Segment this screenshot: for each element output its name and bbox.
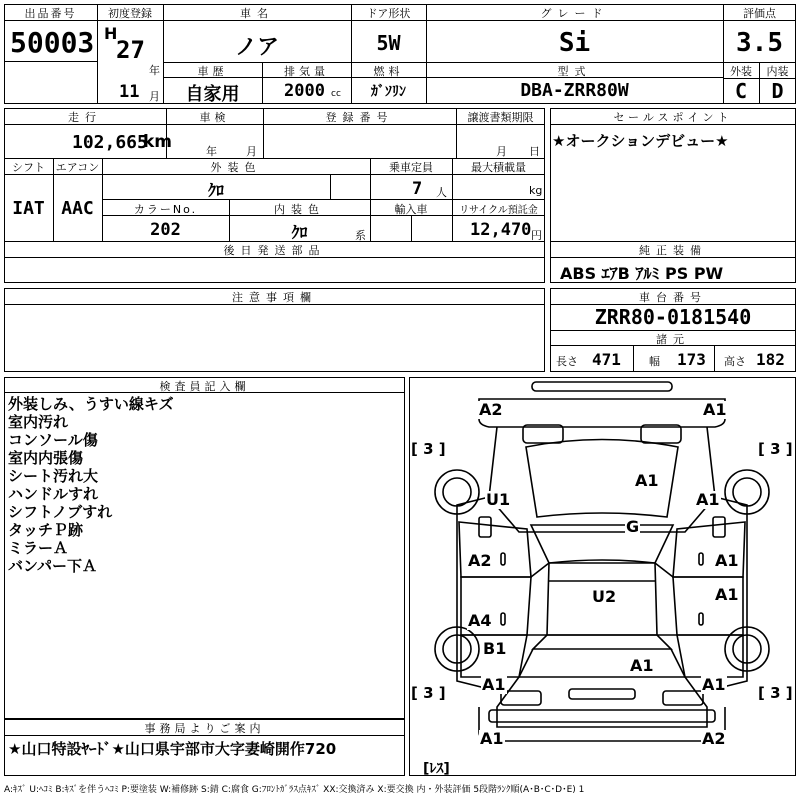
inspector-note: ミラーＡ [8, 539, 69, 557]
displacement-label: 排気量 [284, 65, 329, 78]
door-type: 5W [376, 31, 401, 55]
inspector-note: コンソール傷 [8, 431, 98, 449]
ext-color: ｸﾛ [207, 181, 224, 200]
int-color-label: 内装色 [274, 203, 325, 216]
later-parts-label: 後日発送部品 [223, 244, 326, 257]
mark-front-right: A1 [703, 400, 727, 419]
transfer-day-unit: 日 [529, 145, 540, 158]
ext-grade-label: 外装 [730, 65, 752, 78]
int-color-unit: 系 [355, 229, 366, 242]
color-no-label: カラーNo. [133, 203, 198, 216]
office-label: 事務局よりご案内 [144, 722, 265, 735]
insp-year-unit: 年 [206, 145, 217, 158]
height-value: 182 [756, 350, 785, 369]
height-label: 高さ [724, 355, 746, 368]
ext-color-label: 外装色 [210, 161, 262, 174]
inspector-note: シート汚れ大 [8, 467, 99, 485]
mark-bumper-right: A2 [702, 729, 726, 748]
reg-month: 11 [119, 82, 140, 102]
legend: A:ｷｽﾞ U:ﾍｺﾐ B:ｷｽﾞを伴うﾍｺﾐ P:要塗装 W:補修跡 S:錆 C:腐食 G:ﾌﾛﾝﾄｶﾞﾗｽ点ｷｽﾞ XX:交換済み X:要交換 内・外装評価 5段階ﾗﾝｸ順(A･B･C･D･E) 1 [4, 785, 585, 795]
grade: Si [558, 28, 591, 58]
mark-front-fender-right: A1 [696, 490, 720, 509]
score: 3.5 [736, 28, 783, 58]
mark-hood: A1 [635, 471, 659, 490]
chassis-number: ZRR80-0181540 [594, 305, 752, 329]
shift: IAT [12, 198, 45, 219]
model-label: 型式 [557, 65, 592, 78]
displacement: 2000 [284, 81, 325, 101]
capacity-unit: 人 [436, 186, 447, 199]
tire-rear-left: [ 3 ] [411, 684, 446, 702]
inspector-note: タッチＰ跡 [8, 521, 84, 539]
reg-year: 27 [116, 36, 145, 64]
car-name: ノア [234, 35, 279, 60]
inspector-notes [8, 395, 174, 575]
mark-roof: U2 [592, 587, 617, 606]
equipment-text: ABS ｴｱB ｱﾙﾐ PS PW [560, 264, 724, 283]
inspection-label: 車検 [199, 111, 230, 124]
capacity: 7 [412, 179, 423, 199]
month-unit: 月 [149, 90, 160, 103]
load-unit: kg [529, 184, 543, 197]
model: DBA-ZRR80W [520, 80, 629, 101]
mark-door-left-rear: A4 [468, 611, 492, 630]
length-value: 471 [592, 350, 621, 369]
inspector-note: 室内内張傷 [8, 449, 84, 467]
grade-label: グレード [540, 7, 609, 20]
history: 自家用 [185, 84, 240, 105]
int-grade-label: 内装 [766, 65, 789, 78]
tire-rear-right: [ 3 ] [758, 684, 793, 702]
inspector-label: 検査員記入欄 [159, 380, 250, 393]
mark-windshield: G [626, 517, 640, 536]
shift-label: シフト [12, 161, 45, 174]
caution-label: 注意事項欄 [232, 291, 317, 304]
recycle-unit: 円 [531, 229, 542, 242]
import-label: 輸入車 [394, 203, 428, 216]
recycle-label: リサイクル預託金 [459, 205, 538, 216]
mark-door-right-rear: A1 [715, 585, 739, 604]
equipment-label: 純正装備 [639, 244, 707, 257]
year-unit: 年 [149, 64, 160, 77]
car-outline-diagram [409, 377, 796, 776]
ext-grade: C [734, 79, 748, 103]
sales-point-box [550, 108, 796, 242]
width-value: 173 [677, 350, 706, 369]
length-label: 長さ [556, 355, 578, 368]
mileage: 102,665 [72, 132, 148, 153]
dims-label: 諸元 [656, 333, 690, 346]
era: H [104, 24, 118, 43]
ac: AAC [61, 198, 94, 219]
lot-number: 50003 [10, 26, 95, 59]
inspector-note: シフトノブすれ [8, 503, 113, 521]
fuel: ｶﾞｿﾘﾝ [371, 84, 406, 100]
mark-rear-fender-left: B1 [483, 639, 507, 658]
mark-rear-left: A1 [482, 675, 506, 694]
transfer-label: 譲渡書類期限 [467, 111, 534, 124]
color-no: 202 [150, 220, 181, 240]
inspector-note: ハンドルすれ [8, 485, 99, 503]
inspector-note: バンパー下Ａ [8, 557, 97, 575]
car-name-label: 車名 [240, 7, 274, 20]
displacement-unit: cc [331, 89, 341, 99]
chassis-label: 車台番号 [639, 291, 707, 304]
spare-tire-less: [ﾚｽ] [423, 761, 450, 777]
int-color: ｸﾛ [291, 223, 308, 242]
inspector-note: 外装しみ、うすい線キズ [8, 395, 174, 413]
mark-rear-right: A1 [702, 675, 726, 694]
door-label: ドア形状 [366, 7, 411, 20]
insp-month-unit: 月 [246, 145, 257, 158]
mark-door-right-front: A1 [715, 551, 739, 570]
mark-front-left: A2 [479, 400, 503, 419]
tire-front-right: [ 3 ] [758, 440, 793, 458]
fuel-label: 燃料 [373, 65, 404, 78]
capacity-label: 乗車定員 [389, 161, 433, 174]
tire-front-left: [ 3 ] [411, 440, 446, 458]
mark-front-fender-left: U1 [486, 490, 511, 509]
reg-no-label: 登録番号 [325, 111, 394, 124]
history-label: 車歴 [197, 65, 228, 78]
mark-door-left-front: A2 [468, 551, 492, 570]
recycle-amount: 12,470 [470, 220, 532, 240]
sales-point-label: セールスポイント [613, 111, 733, 124]
int-grade: D [771, 79, 784, 103]
mark-bumper-left: A1 [480, 729, 504, 748]
load-label: 最大積載量 [471, 161, 526, 174]
mileage-unit: km [143, 132, 173, 152]
inspector-note: 室内汚れ [8, 413, 69, 431]
ac-label: エアコン [55, 161, 100, 174]
lot-label: 出品番号 [24, 7, 77, 20]
mark-back-door: A1 [630, 656, 654, 675]
score-label: 評価点 [743, 7, 776, 20]
transfer-month-unit: 月 [496, 145, 507, 158]
mileage-label: 走行 [68, 111, 102, 124]
sales-point-text: ★オークションデビュー★ [552, 132, 729, 150]
office-text: ★山口特設ﾔｰﾄﾞ★山口県宇部市大字妻崎開作720 [8, 740, 337, 758]
width-label: 幅 [649, 355, 660, 368]
first-reg-label: 初度登録 [108, 7, 152, 20]
